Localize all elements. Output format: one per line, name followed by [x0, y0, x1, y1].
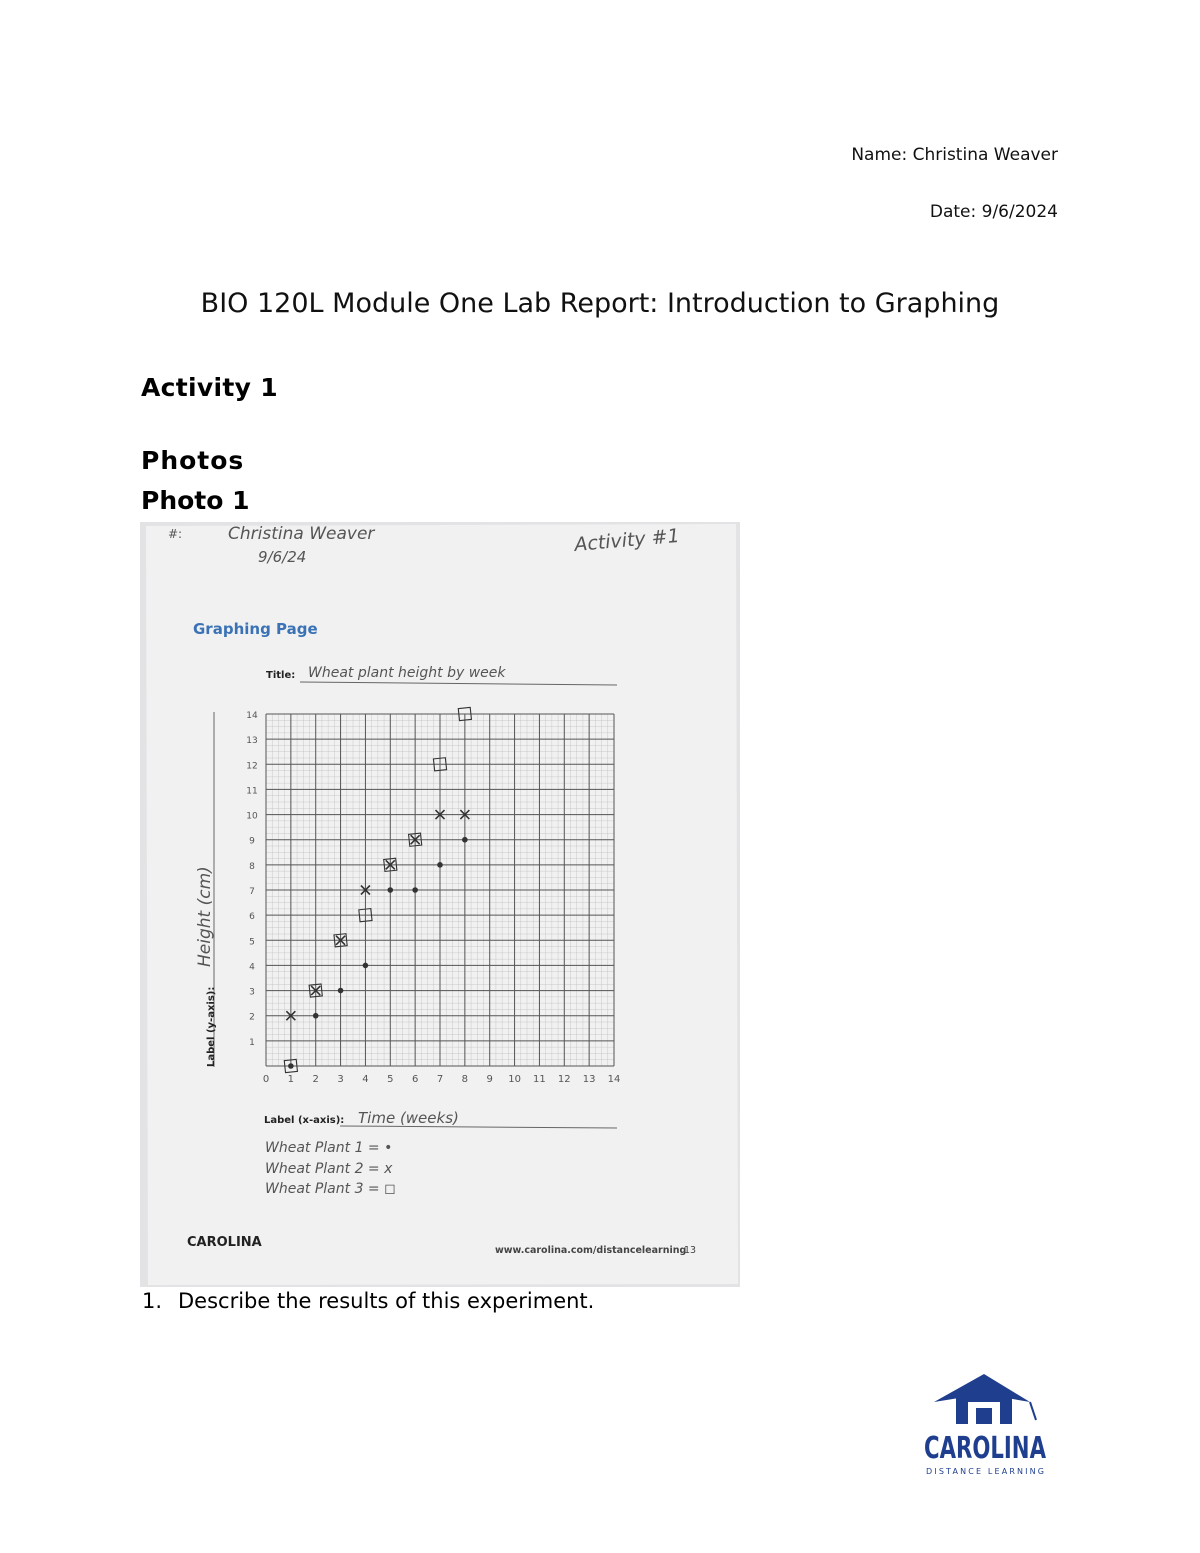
logo-wordmark: CAROLINA	[924, 1431, 1047, 1466]
legend-entry-3: Wheat Plant 3 = ◻	[265, 1181, 396, 1197]
carolina-logo	[918, 1372, 1058, 1482]
photo-1-heading: Photo 1	[141, 486, 250, 515]
plant-1-point	[462, 837, 468, 843]
title-field-label: Title:	[266, 670, 296, 681]
question-text: Describe the results of this experiment.	[178, 1289, 595, 1313]
x-tick-label: 9	[486, 1074, 493, 1085]
plant-1-point	[437, 862, 443, 868]
footer-url: www.carolina.com/distancelearning	[495, 1245, 687, 1256]
handwritten-date: 9/6/24	[258, 548, 307, 566]
y-tick-label: 12	[246, 761, 258, 772]
x-tick-label: 5	[387, 1074, 394, 1085]
x-tick-label: 13	[582, 1074, 596, 1085]
y-tick-label: 7	[249, 887, 255, 897]
graph-photo	[140, 522, 740, 1287]
x-tick-label: 12	[557, 1074, 571, 1085]
y-tick-label: 13	[246, 736, 258, 747]
y-axis-label-prefix: Label (y-axis):	[206, 986, 217, 1067]
y-tick-label: 14	[246, 711, 258, 721]
x-tick-label: 11	[533, 1074, 546, 1085]
plant-1-point	[387, 887, 393, 893]
photos-heading: Photos	[141, 446, 245, 475]
footer-brand: CAROLINA	[187, 1235, 262, 1250]
corner-mark: #:	[168, 527, 183, 541]
handwritten-x-axis-label: Time (weeks)	[358, 1109, 459, 1127]
handwritten-activity-label: Activity #1	[573, 524, 681, 556]
plant-1-point	[363, 963, 369, 969]
x-tick-label: 1	[287, 1074, 295, 1085]
x-tick-label: 10	[508, 1074, 521, 1085]
x-tick-label: 14	[607, 1074, 621, 1085]
graphing-page-heading: Graphing Page	[193, 620, 318, 638]
logo-subtitle: DISTANCE LEARNING	[926, 1467, 1046, 1476]
y-tick-label: 11	[246, 786, 258, 797]
footer-page-number: 13	[684, 1245, 697, 1256]
plant-1-point	[338, 988, 344, 994]
legend-entry-1: Wheat Plant 1 = •	[265, 1140, 393, 1156]
x-axis-label-prefix: Label (x-axis):	[264, 1115, 345, 1126]
y-tick-label: 4	[249, 962, 255, 973]
plant-1-point	[412, 887, 418, 893]
x-tick-label: 3	[337, 1074, 344, 1085]
date-line: Date: 9/6/2024	[929, 202, 1058, 222]
x-tick-label: 6	[411, 1074, 419, 1085]
question-number: 1.	[142, 1289, 163, 1313]
y-tick-label: 9	[249, 836, 255, 847]
y-tick-label: 3	[249, 987, 255, 998]
y-tick-label: 1	[249, 1037, 255, 1048]
plant-1-point	[313, 1013, 319, 1019]
handwritten-student-name: Christina Weaver	[228, 524, 375, 544]
y-tick-label: 6	[249, 912, 255, 923]
report-title: BIO 120L Module One Lab Report: Introduction to Graphing	[200, 288, 1000, 319]
x-axis-ticks	[263, 1074, 621, 1085]
activity-heading: Activity 1	[141, 373, 278, 402]
question-1	[142, 1289, 594, 1313]
y-tick-label: 8	[249, 861, 255, 872]
x-tick-label: 2	[312, 1074, 319, 1085]
plant-1-point	[288, 1063, 294, 1069]
paper-sheet	[146, 524, 738, 1285]
student-name-line: Name: Christina Weaver	[851, 145, 1058, 165]
x-tick-label: 8	[461, 1074, 469, 1085]
handwritten-y-axis-label: Height (cm)	[195, 866, 215, 967]
x-tick-label: 4	[362, 1074, 369, 1085]
legend-entry-2: Wheat Plant 2 = x	[265, 1161, 393, 1177]
y-tick-label: 10	[246, 811, 258, 822]
y-tick-label: 5	[249, 937, 255, 948]
handwritten-graph-title: Wheat plant height by week	[308, 665, 506, 681]
y-tick-label: 2	[249, 1012, 255, 1023]
x-tick-label: 0	[262, 1074, 270, 1085]
x-tick-label: 7	[436, 1074, 444, 1085]
